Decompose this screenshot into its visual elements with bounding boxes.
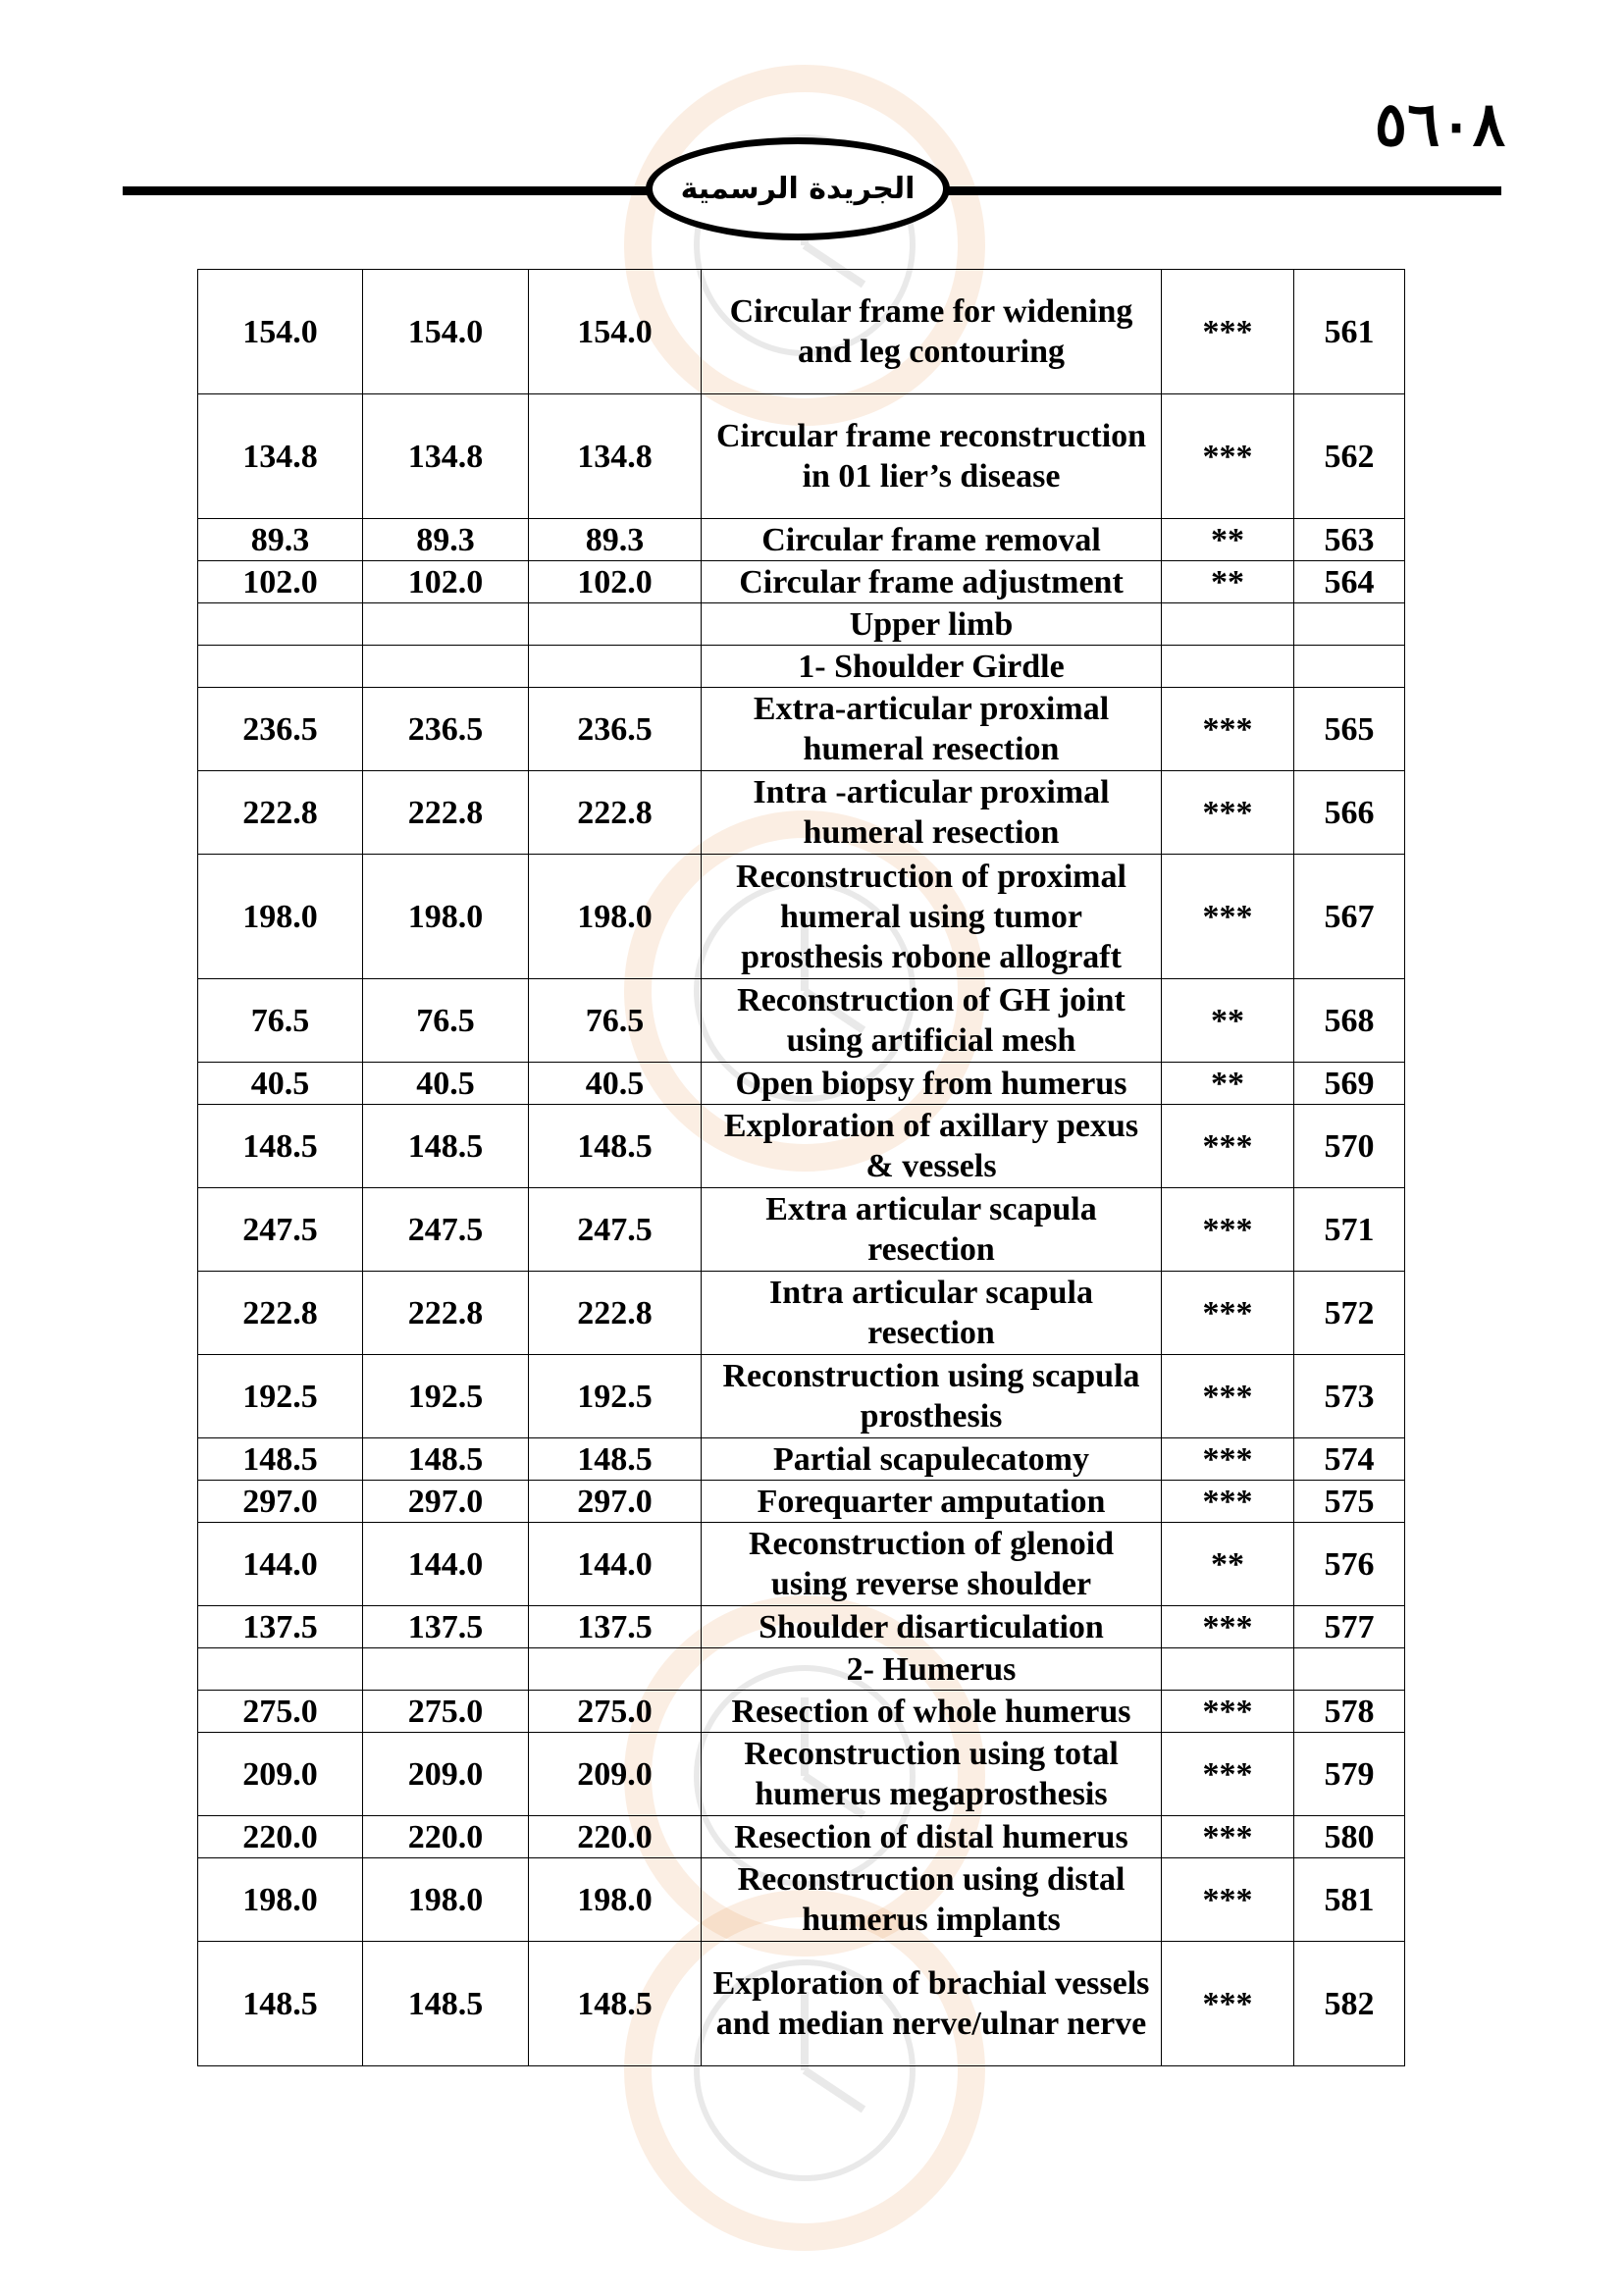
fee-cell: 222.8	[529, 1272, 702, 1355]
table-row	[198, 519, 1405, 561]
code-cell: 570	[1294, 1105, 1405, 1188]
table-row	[198, 1272, 1405, 1355]
code-cell: 571	[1294, 1188, 1405, 1272]
fee-cell: 297.0	[198, 1481, 363, 1523]
fee-cell: 154.0	[529, 270, 702, 394]
table-row	[198, 1733, 1405, 1816]
fee-cell: 137.5	[198, 1606, 363, 1648]
fee-cell: 137.5	[529, 1606, 702, 1648]
fee-cell: 192.5	[363, 1355, 529, 1438]
fee-cell: 297.0	[363, 1481, 529, 1523]
code-cell: 579	[1294, 1733, 1405, 1816]
code-cell	[1294, 646, 1405, 688]
page-number: ٥٦٠٨	[1374, 88, 1505, 160]
code-cell: 565	[1294, 688, 1405, 771]
grade-cell: ***	[1162, 1816, 1294, 1858]
fee-cell	[529, 603, 702, 646]
gazette-title-badge	[646, 137, 950, 240]
code-cell: 566	[1294, 771, 1405, 855]
fee-cell: 40.5	[363, 1063, 529, 1105]
fee-cell: 220.0	[529, 1816, 702, 1858]
grade-cell: ***	[1162, 771, 1294, 855]
table-row	[198, 646, 1405, 688]
grade-cell	[1162, 603, 1294, 646]
fee-cell: 275.0	[198, 1691, 363, 1733]
code-cell	[1294, 1648, 1405, 1691]
fee-cell	[363, 603, 529, 646]
fee-cell: 209.0	[529, 1733, 702, 1816]
procedure-cell: Exploration of axillary pexus & vessels	[702, 1105, 1162, 1188]
code-cell: 562	[1294, 394, 1405, 519]
grade-cell: ***	[1162, 1481, 1294, 1523]
fee-cell	[198, 646, 363, 688]
code-cell: 568	[1294, 979, 1405, 1063]
procedure-cell: Open biopsy from humerus	[702, 1063, 1162, 1105]
fee-cell: 148.5	[363, 1105, 529, 1188]
fee-cell: 247.5	[363, 1188, 529, 1272]
fee-cell	[363, 1648, 529, 1691]
gazette-title: الجريدة الرسمية	[680, 172, 916, 206]
code-cell: 581	[1294, 1858, 1405, 1942]
fee-cell: 148.5	[198, 1438, 363, 1481]
fee-cell: 76.5	[198, 979, 363, 1063]
table-row	[198, 1691, 1405, 1733]
fee-cell: 222.8	[529, 771, 702, 855]
fee-cell	[529, 646, 702, 688]
grade-cell: ***	[1162, 1942, 1294, 2066]
fee-cell: 89.3	[363, 519, 529, 561]
fee-cell: 144.0	[363, 1523, 529, 1606]
code-cell: 576	[1294, 1523, 1405, 1606]
fee-cell: 275.0	[363, 1691, 529, 1733]
procedure-cell: Forequarter amputation	[702, 1481, 1162, 1523]
fee-cell: 198.0	[529, 855, 702, 979]
fee-cell: 148.5	[529, 1438, 702, 1481]
table-row	[198, 1648, 1405, 1691]
code-cell: 563	[1294, 519, 1405, 561]
fee-cell: 144.0	[529, 1523, 702, 1606]
table-row	[198, 771, 1405, 855]
grade-cell: ***	[1162, 1858, 1294, 1942]
table-row	[198, 561, 1405, 603]
fee-cell	[363, 646, 529, 688]
procedure-cell: Circular frame for widening and leg contouring	[702, 270, 1162, 394]
code-cell: 564	[1294, 561, 1405, 603]
grade-cell: **	[1162, 1523, 1294, 1606]
fee-cell: 40.5	[198, 1063, 363, 1105]
fee-cell: 102.0	[198, 561, 363, 603]
table-row	[198, 1481, 1405, 1523]
code-cell: 569	[1294, 1063, 1405, 1105]
table-row	[198, 1816, 1405, 1858]
table-row	[198, 394, 1405, 519]
grade-cell: ***	[1162, 1355, 1294, 1438]
procedure-cell: Circular frame removal	[702, 519, 1162, 561]
fee-cell: 148.5	[529, 1942, 702, 2066]
grade-cell: ***	[1162, 270, 1294, 394]
code-cell: 561	[1294, 270, 1405, 394]
fee-cell	[198, 603, 363, 646]
fee-cell: 89.3	[529, 519, 702, 561]
fee-cell: 297.0	[529, 1481, 702, 1523]
procedure-cell: Intra articular scapula resection	[702, 1272, 1162, 1355]
code-cell: 567	[1294, 855, 1405, 979]
table-row	[198, 1606, 1405, 1648]
fee-cell: 102.0	[529, 561, 702, 603]
fee-cell: 209.0	[198, 1733, 363, 1816]
grade-cell: ***	[1162, 1105, 1294, 1188]
grade-cell: ***	[1162, 688, 1294, 771]
code-cell: 575	[1294, 1481, 1405, 1523]
grade-cell: ***	[1162, 1733, 1294, 1816]
table-row	[198, 979, 1405, 1063]
fee-cell	[529, 1648, 702, 1691]
section-heading-cell: 2- Humerus	[702, 1648, 1162, 1691]
table-row	[198, 1942, 1405, 2066]
fee-cell: 137.5	[363, 1606, 529, 1648]
procedure-cell: Reconstruction using scapula prosthesis	[702, 1355, 1162, 1438]
procedure-cell: Extra articular scapula resection	[702, 1188, 1162, 1272]
fee-cell: 102.0	[363, 561, 529, 603]
procedure-cell: Exploration of brachial vessels and median nerve/ulnar nerve	[702, 1942, 1162, 2066]
fee-cell: 236.5	[363, 688, 529, 771]
procedure-cell: Resection of distal humerus	[702, 1816, 1162, 1858]
code-cell: 580	[1294, 1816, 1405, 1858]
procedure-cell: Reconstruction using total humerus megaprosthesis	[702, 1733, 1162, 1816]
fee-cell: 198.0	[363, 855, 529, 979]
procedure-cell: Circular frame reconstruction in 01 lier’s disease	[702, 394, 1162, 519]
grade-cell: **	[1162, 561, 1294, 603]
fee-cell	[198, 1648, 363, 1691]
code-cell	[1294, 603, 1405, 646]
fee-cell: 192.5	[198, 1355, 363, 1438]
table-row	[198, 603, 1405, 646]
grade-cell: ***	[1162, 1691, 1294, 1733]
fee-cell: 247.5	[529, 1188, 702, 1272]
fee-cell: 236.5	[529, 688, 702, 771]
procedure-cell: Resection of whole humerus	[702, 1691, 1162, 1733]
table-row	[198, 1355, 1405, 1438]
grade-cell: **	[1162, 979, 1294, 1063]
procedure-cell: Extra-articular proximal humeral resection	[702, 688, 1162, 771]
grade-cell: **	[1162, 1063, 1294, 1105]
table-row	[198, 1858, 1405, 1942]
fee-cell: 198.0	[363, 1858, 529, 1942]
code-cell: 578	[1294, 1691, 1405, 1733]
grade-cell	[1162, 646, 1294, 688]
fee-cell: 148.5	[198, 1942, 363, 2066]
table-row	[198, 855, 1405, 979]
table-row	[198, 688, 1405, 771]
fee-cell: 198.0	[529, 1858, 702, 1942]
procedure-cell: Intra -articular proximal humeral resection	[702, 771, 1162, 855]
procedure-cell: Reconstruction using distal humerus implants	[702, 1858, 1162, 1942]
code-cell: 582	[1294, 1942, 1405, 2066]
grade-cell	[1162, 1648, 1294, 1691]
procedure-cell: Reconstruction of glenoid using reverse shoulder	[702, 1523, 1162, 1606]
fee-cell: 236.5	[198, 688, 363, 771]
fee-cell: 148.5	[529, 1105, 702, 1188]
fee-cell: 198.0	[198, 855, 363, 979]
fee-cell: 247.5	[198, 1188, 363, 1272]
table-row	[198, 1188, 1405, 1272]
table-row	[198, 270, 1405, 394]
procedure-cell: Reconstruction of proximal humeral using tumor prosthesis robone allograft	[702, 855, 1162, 979]
fee-table	[197, 269, 1405, 2066]
grade-cell: ***	[1162, 855, 1294, 979]
fee-cell: 134.8	[529, 394, 702, 519]
fee-cell: 154.0	[198, 270, 363, 394]
fee-cell: 220.0	[363, 1816, 529, 1858]
fee-cell: 148.5	[363, 1942, 529, 2066]
fee-cell: 222.8	[363, 1272, 529, 1355]
fee-cell: 198.0	[198, 1858, 363, 1942]
fee-cell: 220.0	[198, 1816, 363, 1858]
fee-cell: 148.5	[198, 1105, 363, 1188]
table-row	[198, 1523, 1405, 1606]
fee-cell: 89.3	[198, 519, 363, 561]
code-cell: 572	[1294, 1272, 1405, 1355]
procedure-cell: Circular frame adjustment	[702, 561, 1162, 603]
fee-cell: 40.5	[529, 1063, 702, 1105]
procedure-cell: Reconstruction of GH joint using artificial mesh	[702, 979, 1162, 1063]
grade-cell: ***	[1162, 1606, 1294, 1648]
table-row	[198, 1063, 1405, 1105]
grade-cell: ***	[1162, 1272, 1294, 1355]
code-cell: 577	[1294, 1606, 1405, 1648]
procedure-cell: Partial scapulecatomy	[702, 1438, 1162, 1481]
table-row	[198, 1438, 1405, 1481]
fee-cell: 222.8	[363, 771, 529, 855]
fee-cell: 134.8	[363, 394, 529, 519]
table-row	[198, 1105, 1405, 1188]
fee-cell: 275.0	[529, 1691, 702, 1733]
fee-cell: 76.5	[529, 979, 702, 1063]
fee-cell: 144.0	[198, 1523, 363, 1606]
fee-cell: 209.0	[363, 1733, 529, 1816]
grade-cell: ***	[1162, 394, 1294, 519]
fee-cell: 134.8	[198, 394, 363, 519]
code-cell: 574	[1294, 1438, 1405, 1481]
procedure-cell: Shoulder disarticulation	[702, 1606, 1162, 1648]
section-heading-cell: 1- Shoulder Girdle	[702, 646, 1162, 688]
fee-cell: 154.0	[363, 270, 529, 394]
fee-cell: 148.5	[363, 1438, 529, 1481]
section-heading-cell: Upper limb	[702, 603, 1162, 646]
fee-cell: 192.5	[529, 1355, 702, 1438]
fee-cell: 222.8	[198, 1272, 363, 1355]
code-cell: 573	[1294, 1355, 1405, 1438]
grade-cell: **	[1162, 519, 1294, 561]
fee-cell: 222.8	[198, 771, 363, 855]
grade-cell: ***	[1162, 1188, 1294, 1272]
grade-cell: ***	[1162, 1438, 1294, 1481]
fee-cell: 76.5	[363, 979, 529, 1063]
